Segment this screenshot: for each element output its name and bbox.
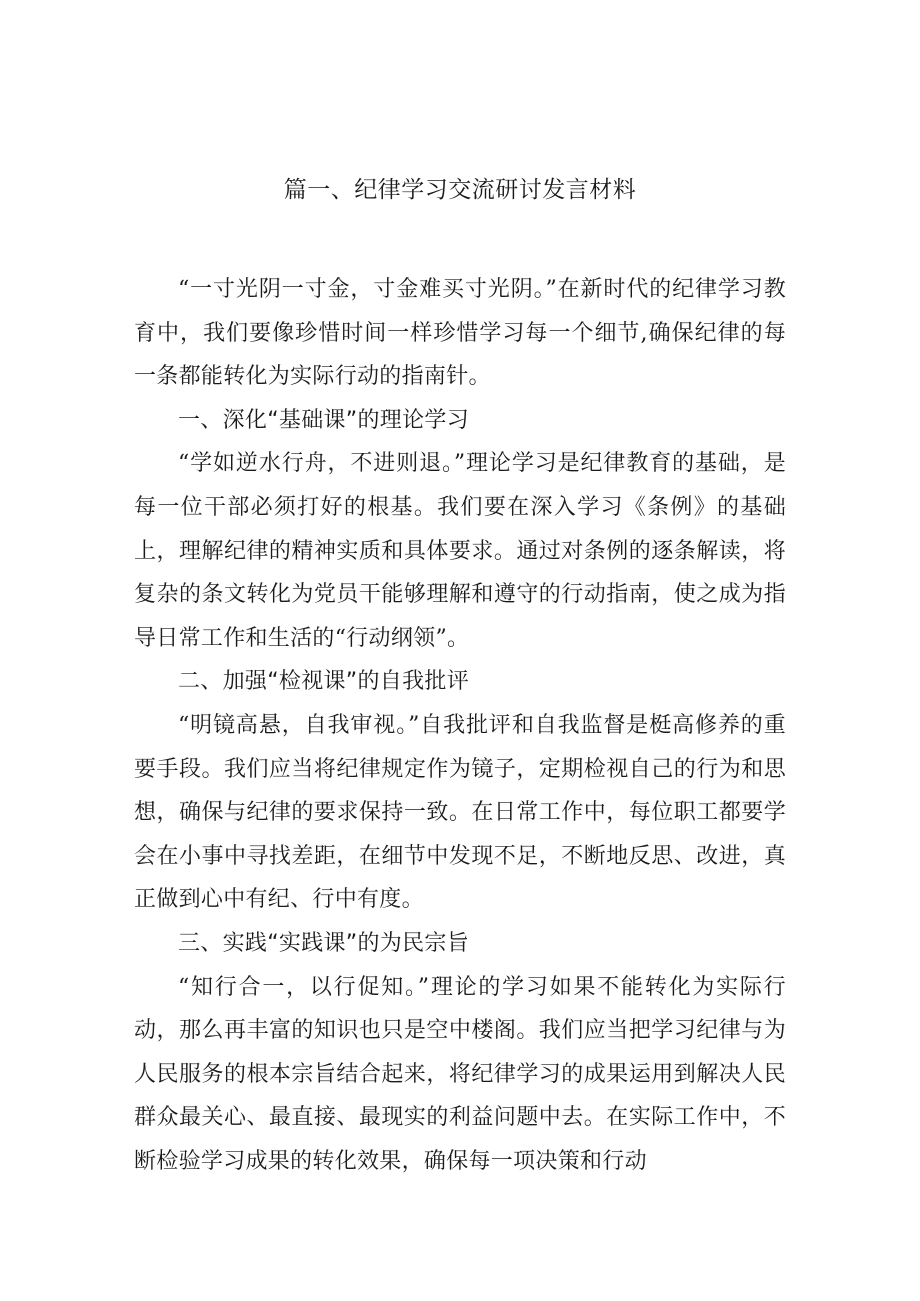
section-paragraph-3: “知行合一，以行促知。”理论的学习如果不能转化为实际行动，那么再丰富的知识也只是空中楼阁。我们应当把学习纪律与为人民服务的根本宗旨结合起来，将纪律学习的成果运用到解决人民群众最关心、最直接、最现实的利益问题中去。在实际工作中，不断检验学习成果的转化效果，确保每一项决策和行动	[134, 974, 786, 1174]
section-heading-2: 二、加强“检视课”的自我批评	[178, 669, 469, 695]
intro-paragraph: “一寸光阴一寸金，寸金难买寸光阴。”在新时代的纪律学习教育中，我们要像珍惜时间一样珍惜学习每一个细节,确保纪律的每一条都能转化为实际行动的指南针。	[134, 277, 786, 390]
section-paragraph-1: “学如逆水行舟，不进则退。”理论学习是纪律教育的基础，是每一位干部必须打好的根基。我们要在深入学习《条例》的基础上，理解纪律的精神实质和具体要求。通过对条例的逐条解读，将复杂的条文转化为党员干能够理解和遵守的行动指南，使之成为指导日常工作和生活的“行动纲领”。	[134, 451, 786, 651]
section-heading-3: 三、实践“实践课”的为民宗旨	[178, 930, 469, 956]
section-paragraph-2: “明镜高悬，自我审视。”自我批评和自我监督是梃高修养的重要手段。我们应当将纪律规定作为镜子，定期检视自己的行为和思想，确保与纪律的要求保持一致。在日常工作中，每位职工都要学会在小事中寻找差距，在细节中发现不足，不断地反思、改进，真正做到心中有纪、行中有度。	[134, 712, 786, 913]
section-heading-1: 一、深化“基础课”的理论学习	[178, 407, 469, 433]
document-body	[134, 268, 786, 1183]
document-title: 篇一、纪律学习交流研讨发言材料	[283, 177, 637, 203]
